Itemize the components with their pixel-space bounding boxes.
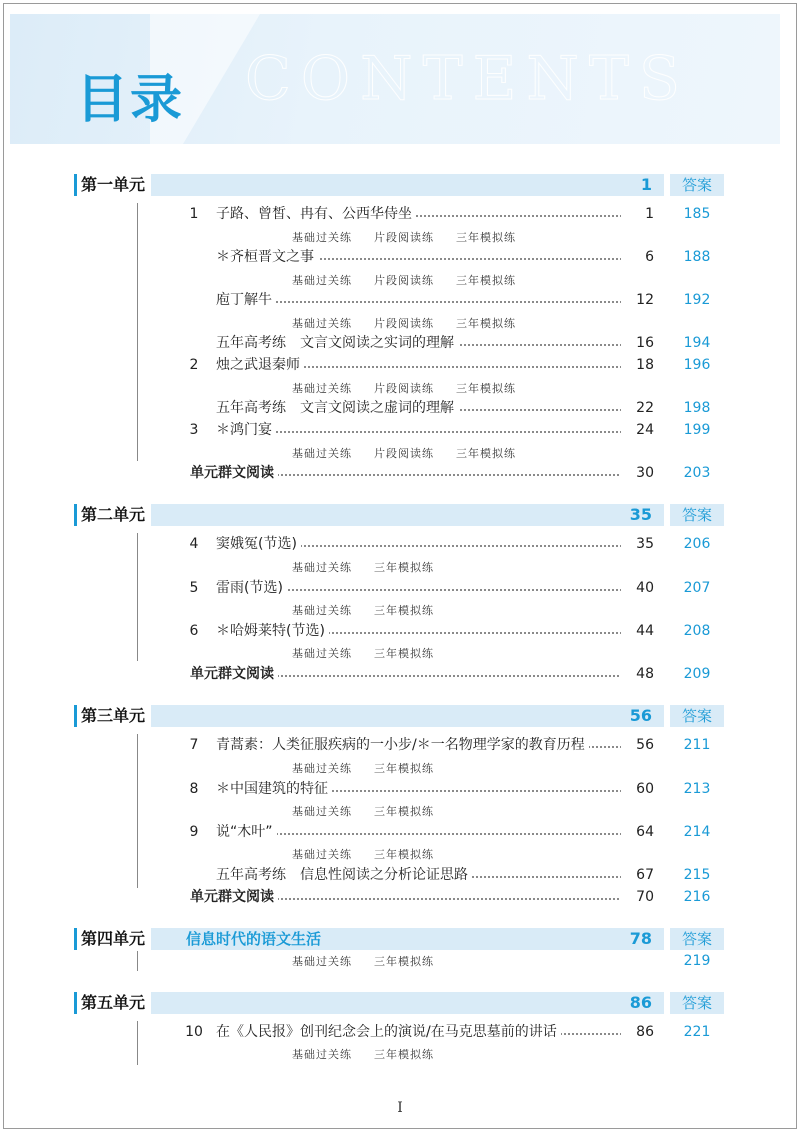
entry-answer-page: 209	[683, 666, 711, 682]
answer-label: 答案	[670, 174, 724, 196]
entry-title: 烛之武退秦师	[216, 355, 304, 375]
practice-types: 基础过关练 片段阅读练 三年模拟练	[292, 382, 516, 395]
entry-page: 70	[621, 887, 654, 907]
leader-dots	[216, 431, 638, 433]
entry-page: 1	[621, 204, 654, 224]
entry-title: 五年高考练 文言文阅读之实词的理解	[216, 333, 458, 353]
entry-title: ＊哈姆莱特(节选)	[216, 621, 329, 641]
toc-entry[interactable]	[74, 204, 734, 224]
entry-title: ＊中国建筑的特征	[216, 779, 332, 799]
toc-entry[interactable]	[74, 247, 734, 267]
entry-page: 44	[621, 621, 654, 641]
entry-title: 五年高考练 文言文阅读之虚词的理解	[216, 398, 458, 418]
unit-page: 35	[629, 505, 652, 524]
entry-title: 窦娥冤(节选)	[216, 534, 301, 554]
toc-entry[interactable]	[74, 290, 734, 310]
entry-title: 单元群文阅读	[190, 463, 278, 483]
toc-entry[interactable]	[74, 865, 734, 885]
entry-number: 8	[189, 781, 199, 797]
entry-number: 1	[189, 206, 199, 222]
entry-title: 单元群文阅读	[190, 664, 278, 684]
toc-entry[interactable]	[74, 355, 734, 375]
entry-page: 22	[621, 398, 654, 418]
entry-answer-page: 203	[683, 465, 711, 481]
entry-title: 说“木叶”	[216, 822, 277, 842]
toc-entry[interactable]	[74, 621, 734, 641]
unit-name: 第四单元	[74, 928, 151, 950]
entry-title: 青蒿素：人类征服疾病的一小步/＊一名物理学家的教育历程	[216, 735, 589, 755]
practice-types: 基础过关练 片段阅读练 三年模拟练	[292, 274, 516, 287]
entry-page: 12	[621, 290, 654, 310]
entry-answer-page: 214	[683, 824, 711, 840]
entry-answer-page: 216	[683, 889, 711, 905]
unit-page: 78	[629, 929, 652, 948]
unit-header-5[interactable]	[74, 992, 724, 1014]
toc-entry[interactable]	[74, 1022, 734, 1042]
unit-name: 第五单元	[74, 992, 151, 1014]
unit-header-4[interactable]	[74, 928, 724, 950]
toc-entry-unit-reading[interactable]	[74, 463, 734, 483]
unit-4-answer-row[interactable]	[74, 951, 734, 971]
leader-dots	[216, 833, 638, 835]
entry-page: 35	[621, 534, 654, 554]
entry-page: 67	[621, 865, 654, 885]
entry-answer-page: 208	[683, 623, 711, 639]
entry-title: 五年高考练 信息性阅读之分析论证思路	[216, 865, 472, 885]
toc-entry-unit-reading[interactable]	[74, 887, 734, 907]
unit-header-2[interactable]	[74, 504, 724, 526]
entry-answer-page: 207	[683, 580, 711, 596]
entry-number: 2	[189, 357, 199, 373]
entry-title: 庖丁解牛	[216, 290, 276, 310]
practice-types: 基础过关练 三年模拟练	[292, 955, 434, 968]
entry-title: 在《人民报》创刊纪念会上的演说/在马克思墓前的讲话	[216, 1022, 561, 1042]
unit-strip	[74, 705, 664, 727]
entry-answer-page: 194	[683, 335, 711, 351]
entry-page: 86	[621, 1022, 654, 1042]
unit-name: 第一单元	[74, 174, 151, 196]
entry-answer-page: 221	[683, 1024, 711, 1040]
unit-name: 第三单元	[74, 705, 151, 727]
answer-label: 答案	[670, 928, 724, 950]
entry-page: 6	[621, 247, 654, 267]
unit-subtitle: 信息时代的语文生活	[186, 930, 322, 948]
practice-types: 基础过关练 三年模拟练	[292, 604, 434, 617]
unit-header-3[interactable]	[74, 705, 724, 727]
practice-types: 基础过关练 片段阅读练 三年模拟练	[292, 447, 516, 460]
unit-page: 1	[640, 175, 652, 194]
entry-number: 9	[189, 824, 199, 840]
practice-types: 基础过关练 三年模拟练	[292, 848, 434, 861]
entry-title: ＊鸿门宴	[216, 420, 276, 440]
practice-types: 基础过关练 片段阅读练 三年模拟练	[292, 317, 516, 330]
toc-entry[interactable]	[74, 420, 734, 440]
toc-entry[interactable]	[74, 735, 734, 755]
entry-page: 40	[621, 578, 654, 598]
entry-number: 4	[189, 536, 199, 552]
toc-entry[interactable]	[74, 779, 734, 799]
unit-page: 56	[629, 706, 652, 725]
entry-answer-page: 188	[683, 249, 711, 265]
unit-strip	[74, 992, 664, 1014]
unit-strip	[74, 174, 664, 196]
entry-page: 16	[621, 333, 654, 353]
unit-header-1[interactable]	[74, 174, 724, 196]
entry-answer-page: 199	[683, 422, 711, 438]
practice-types: 基础过关练 三年模拟练	[292, 805, 434, 818]
entry-answer-page: 185	[683, 206, 711, 222]
practice-types: 基础过关练 三年模拟练	[292, 561, 434, 574]
leader-dots	[216, 301, 638, 303]
practice-types: 基础过关练 三年模拟练	[292, 762, 434, 775]
answer-label: 答案	[670, 992, 724, 1014]
entry-number: 5	[189, 580, 199, 596]
entry-answer-page: 219	[683, 953, 711, 969]
unit-page: 86	[629, 993, 652, 1012]
entry-page: 60	[621, 779, 654, 799]
entry-title: 子路、曾皙、冉有、公西华侍坐	[216, 204, 416, 224]
entry-number: 6	[189, 623, 199, 639]
entry-answer-page: 213	[683, 781, 711, 797]
practice-types: 基础过关练 三年模拟练	[292, 647, 434, 660]
entry-title: ＊齐桓晋文之事	[216, 247, 318, 267]
answer-label: 答案	[670, 504, 724, 526]
entry-page: 30	[621, 463, 654, 483]
entry-answer-page: 198	[683, 400, 711, 416]
entry-number: 3	[189, 422, 199, 438]
practice-types: 基础过关练 片段阅读练 三年模拟练	[292, 231, 516, 244]
answer-label: 答案	[670, 705, 724, 727]
entry-answer-page: 215	[683, 867, 711, 883]
entry-title: 雷雨(节选)	[216, 578, 287, 598]
toc-entry-unit-reading[interactable]	[74, 664, 734, 684]
entry-title: 单元群文阅读	[190, 887, 278, 907]
entry-answer-page: 196	[683, 357, 711, 373]
page-title: 目录	[76, 70, 185, 130]
toc-entry[interactable]	[74, 822, 734, 842]
entry-page: 48	[621, 664, 654, 684]
entry-page: 56	[621, 735, 654, 755]
toc-entry[interactable]	[74, 333, 734, 353]
entry-page: 24	[621, 420, 654, 440]
toc-entry[interactable]	[74, 534, 734, 554]
entry-page: 18	[621, 355, 654, 375]
entry-page: 64	[621, 822, 654, 842]
page-number: I	[397, 1100, 403, 1116]
entry-answer-page: 211	[683, 737, 711, 753]
entry-answer-page: 206	[683, 536, 711, 552]
unit-strip	[74, 928, 664, 950]
entry-number: 10	[185, 1024, 203, 1040]
contents-watermark: CONTENTS	[245, 44, 691, 114]
entry-number: 7	[189, 737, 199, 753]
practice-types: 基础过关练 三年模拟练	[292, 1048, 434, 1061]
unit-name: 第二单元	[74, 504, 151, 526]
entry-answer-page: 192	[683, 292, 711, 308]
unit-strip	[74, 504, 664, 526]
toc-entry[interactable]	[74, 578, 734, 598]
toc-entry[interactable]	[74, 398, 734, 418]
